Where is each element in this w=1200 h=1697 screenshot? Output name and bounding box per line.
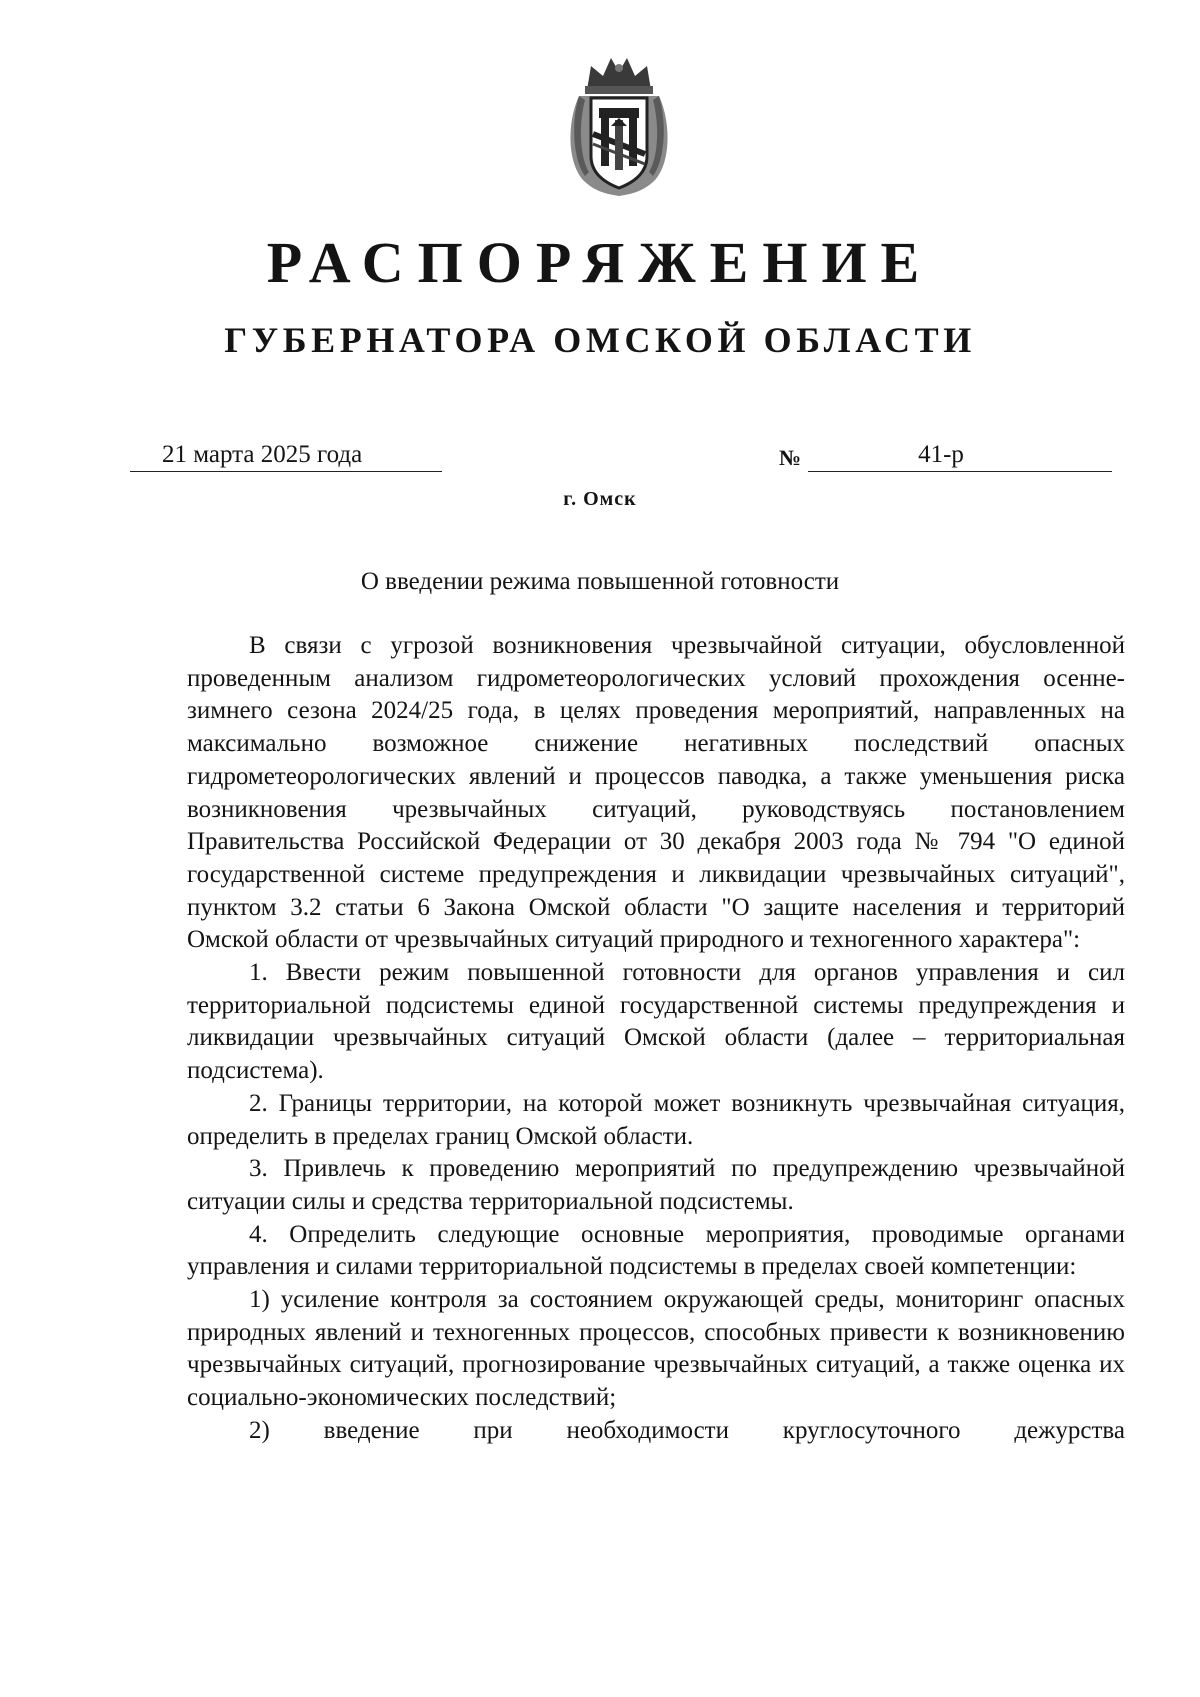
- document-number: 41-р: [808, 440, 1112, 472]
- document-title: РАСПОРЯЖЕНИЕ: [266, 230, 934, 295]
- document-heading: О введении режима повышенной готовности: [360, 568, 840, 595]
- document-body: [187, 630, 1125, 1448]
- paragraph-preamble: В связи с угрозой возникновения чрезвычайной ситуации, обусловленной проведенным анализом гидрометеорологических условий прохождения осенне-зимнего сезона 2024/25 года, в целях проведения мероприятий, направленных на максимально возможное снижение негативных последствий опасных гидрометеорологических явлений и процессов паводка, а также уменьшения риска возникновения чрезвычайных ситуаций, руководствуясь постановлением Правительства Российской Федерации от 30 декабря 2003 года № 794 "О единой государственной системе предупреждения и ликвидации чрезвычайных ситуаций", пунктом 3.2 статьи 6 Закона Омской области "О защите населения и территорий Омской области от чрезвычайных ситуаций природного и техногенного характера":: [187, 632, 1125, 954]
- document-place: г. Омск: [563, 488, 637, 510]
- document-date: 21 марта 2025 года: [130, 440, 442, 472]
- document-subtitle: ГУБЕРНАТОРА ОМСКОЙ ОБЛАСТИ: [224, 320, 976, 360]
- paragraph-item-4: 4. Определить следующие основные мероприятия, проводимые органами управления и силами территориальной подсистемы в пределах своей компетенции:: [187, 1220, 1125, 1281]
- number-sign: №: [779, 445, 802, 470]
- paragraph-item-3: 3. Привлечь к проведению мероприятий по предупреждению чрезвычайной ситуации силы и средства территориальной подсистемы.: [187, 1155, 1125, 1215]
- coat-of-arms-icon: [565, 52, 673, 198]
- paragraph-item-2: 2. Границы территории, на которой может возникнуть чрезвычайная ситуация, определить в пределах границ Омской области.: [187, 1089, 1125, 1150]
- paragraph-item-1: 1. Ввести режим повышенной готовности для органов управления и сил территориальной подсистемы единой государственной системы предупреждения и ликвидации чрезвычайных ситуаций Омской области (далее – территориальная подсистема).: [187, 959, 1125, 1085]
- paragraph-subitem-2: 2) введение при необходимости круглосуточного дежурства: [249, 1416, 1125, 1444]
- paragraph-subitem-1: 1) усиление контроля за состоянием окружающей среды, мониторинг опасных природных явлений и техногенных процессов, способных привести к возникновению чрезвычайных ситуаций, прогнозирование чрезвычайных ситуаций, а также оценка их социально-экономических последствий;: [187, 1286, 1125, 1412]
